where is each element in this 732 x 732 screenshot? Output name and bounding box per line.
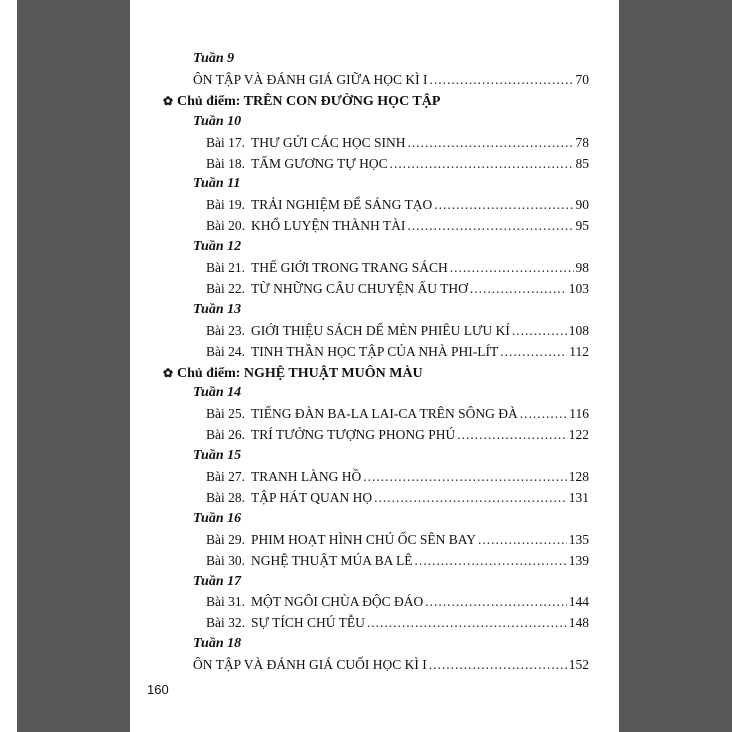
lesson-number: Bài 29. — [206, 531, 245, 547]
toc-entry[interactable] — [130, 613, 619, 633]
week-heading — [130, 572, 619, 592]
lesson-number: Bài 19. — [206, 197, 245, 213]
dot-leader — [512, 321, 567, 341]
lesson-number: Bài 20. — [206, 218, 245, 234]
lesson-number: Bài 23. — [206, 322, 245, 338]
dot-leader — [415, 551, 567, 571]
toc-entry[interactable] — [130, 154, 619, 174]
dot-leader — [390, 154, 574, 174]
dot-leader — [374, 488, 567, 508]
week-label: Tuần 13 — [193, 301, 242, 317]
lesson-number: Bài 21. — [206, 260, 245, 275]
lesson-page-number: 78 — [575, 134, 589, 150]
lesson-title: TRANH LÀNG HỒ — [251, 469, 362, 484]
toc-entry[interactable] — [130, 216, 619, 236]
week-heading — [130, 383, 619, 403]
topic-label: Chủ điểm: NGHỆ THUẬT MUÔN MÀU — [177, 365, 423, 381]
week-heading — [130, 446, 619, 466]
toc-entry[interactable] — [130, 133, 619, 153]
lesson-page-number: 95 — [575, 218, 589, 234]
left-dark-border — [17, 0, 130, 732]
lesson-title: TIẾNG ĐÀN BA-LA LAI-CA TRÊN SÔNG ĐÀ — [251, 406, 518, 422]
lesson-number: Bài 22. — [206, 280, 245, 296]
lesson-number: Bài 26. — [206, 427, 245, 443]
flower-bullet-icon: ✿ — [163, 93, 174, 108]
lesson-number: Bài 27. — [206, 469, 245, 484]
week-label: Tuần 17 — [193, 573, 242, 589]
right-dark-border — [619, 0, 732, 732]
dot-leader — [434, 195, 573, 215]
lesson-title: MỘT NGÔI CHÙA ĐỘC ĐÁO — [251, 594, 424, 610]
toc-entry[interactable] — [130, 467, 619, 487]
toc-entry[interactable] — [130, 342, 619, 362]
toc-entry[interactable] — [130, 279, 619, 299]
dot-leader — [520, 404, 568, 424]
topic-heading — [130, 91, 619, 111]
week-label: Tuần 12 — [193, 239, 242, 255]
lesson-title: TỪ NHỮNG CÂU CHUYỆN ẤU THƠ — [251, 280, 468, 296]
week-heading — [130, 49, 619, 69]
week-label: Tuần 16 — [193, 510, 242, 526]
lesson-page-number: 98 — [575, 260, 589, 275]
lesson-page-number: 108 — [568, 322, 589, 338]
lesson-page-number: 148 — [568, 615, 589, 631]
week-heading — [130, 300, 619, 320]
week-heading — [130, 634, 619, 654]
lesson-title: TINH THẦN HỌC TẬP CỦA NHÀ PHI-LÍT — [251, 343, 499, 359]
toc-entry[interactable] — [130, 592, 619, 612]
lesson-title: TẬP HÁT QUAN HỌ — [251, 489, 373, 505]
lesson-number: Bài 24. — [206, 343, 245, 359]
lesson-page-number: 85 — [575, 155, 589, 171]
toc-entry[interactable] — [130, 70, 619, 90]
topic-heading — [130, 363, 619, 383]
page-number: 160 — [147, 682, 169, 697]
dot-leader — [450, 258, 574, 278]
dot-leader — [407, 216, 573, 236]
topic-label: Chủ điểm: TRÊN CON ĐƯỜNG HỌC TẬP — [177, 93, 441, 109]
dot-leader — [500, 342, 567, 362]
toc-entry[interactable] — [130, 404, 619, 424]
lesson-title: ÔN TẬP VÀ ĐÁNH GIÁ CUỐI HỌC KÌ I — [193, 657, 427, 673]
dot-leader — [363, 467, 567, 487]
lesson-title: NGHỆ THUẬT MÚA BA LÊ — [251, 552, 413, 568]
lesson-title: THƯ GỬI CÁC HỌC SINH — [251, 134, 406, 150]
lesson-title: TRẢI NGHIỆM ĐỂ SÁNG TẠO — [251, 197, 433, 213]
dot-leader — [457, 425, 567, 445]
toc-entry[interactable] — [130, 425, 619, 445]
lesson-page-number: 70 — [575, 71, 589, 87]
dot-leader — [367, 613, 567, 633]
lesson-page-number: 139 — [568, 552, 589, 568]
week-heading — [130, 509, 619, 529]
week-heading — [130, 237, 619, 257]
lesson-number: Bài 30. — [206, 552, 245, 568]
flower-bullet-icon: ✿ — [163, 365, 174, 380]
lesson-page-number: 90 — [575, 197, 589, 213]
dot-leader — [470, 279, 567, 299]
week-label: Tuần 11 — [193, 176, 241, 192]
lesson-page-number: 135 — [568, 531, 589, 547]
dot-leader — [407, 133, 573, 153]
toc-entry[interactable] — [130, 488, 619, 508]
lesson-title: SỰ TÍCH CHÚ TỄU — [251, 615, 365, 631]
lesson-title: GIỚI THIỆU SÁCH DẾ MÈN PHIÊU LƯU KÍ — [251, 322, 510, 338]
toc-entry[interactable] — [130, 655, 619, 675]
dot-leader — [478, 530, 567, 550]
book-page — [130, 0, 619, 732]
lesson-number: Bài 17. — [206, 134, 245, 150]
lesson-page-number: 144 — [568, 594, 589, 610]
lesson-page-number: 103 — [568, 280, 589, 296]
lesson-title: PHIM HOẠT HÌNH CHÚ ỐC SÊN BAY — [251, 531, 477, 547]
toc-entry[interactable] — [130, 258, 619, 278]
week-label: Tuần 15 — [193, 448, 242, 464]
week-label: Tuần 9 — [193, 51, 235, 66]
toc-entry[interactable] — [130, 195, 619, 215]
lesson-title: TRÍ TƯỞNG TƯỢNG PHONG PHÚ — [251, 427, 456, 443]
week-label: Tuần 14 — [193, 385, 242, 401]
lesson-title: ÔN TẬP VÀ ĐÁNH GIÁ GIỮA HỌC KÌ I — [193, 71, 428, 87]
lesson-title: KHỔ LUYỆN THÀNH TÀI — [251, 218, 406, 234]
lesson-page-number: 152 — [568, 657, 589, 673]
toc-entry[interactable] — [130, 321, 619, 341]
lesson-title: TẤM GƯƠNG TỰ HỌC — [251, 155, 388, 171]
lesson-page-number: 116 — [569, 406, 589, 422]
lesson-number: Bài 32. — [206, 615, 245, 631]
dot-leader — [429, 655, 567, 675]
week-label: Tuần 18 — [193, 636, 242, 652]
lesson-number: Bài 31. — [206, 594, 245, 610]
lesson-number: Bài 25. — [206, 406, 245, 422]
lesson-page-number: 112 — [569, 343, 589, 359]
toc-entry[interactable] — [130, 551, 619, 571]
week-heading — [130, 174, 619, 194]
lesson-page-number: 131 — [568, 489, 589, 505]
lesson-number: Bài 18. — [206, 155, 245, 171]
toc-entry[interactable] — [130, 530, 619, 550]
lesson-page-number: 122 — [568, 427, 589, 443]
lesson-title: THẾ GIỚI TRONG TRANG SÁCH — [251, 260, 448, 275]
lesson-number: Bài 28. — [206, 489, 245, 505]
lesson-page-number: 128 — [568, 469, 589, 484]
dot-leader — [425, 592, 566, 612]
week-heading — [130, 112, 619, 132]
dot-leader — [429, 70, 573, 90]
week-label: Tuần 10 — [193, 113, 242, 129]
